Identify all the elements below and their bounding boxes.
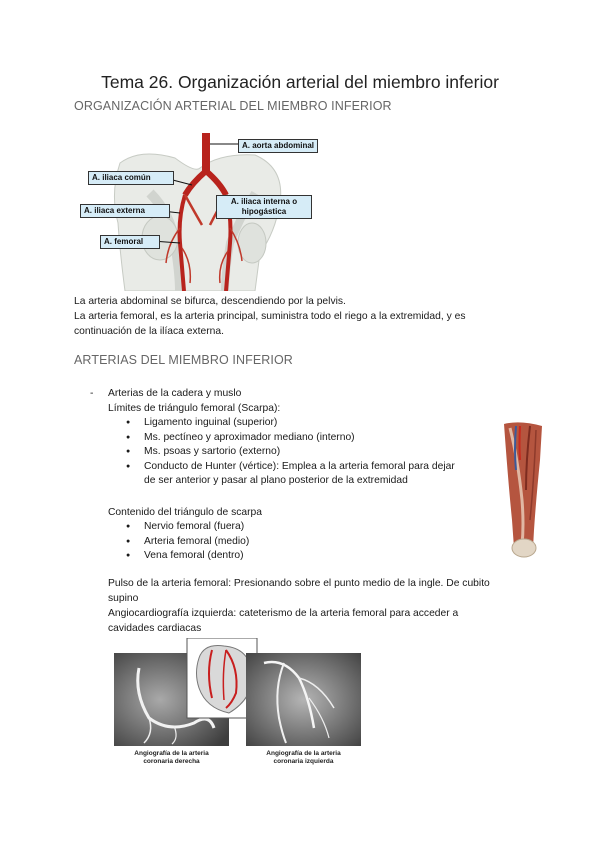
caption-right-line1: Angiografía de la arteria [134, 750, 209, 757]
bullet-icon: ● [126, 433, 131, 441]
item-title-cadera-muslo: Arterias de la cadera y muslo [108, 388, 242, 399]
pelvic-arteries-figure [80, 133, 330, 291]
limit-text: Conducto de Hunter (vértice): Emplea a la arteria femoral para dejar [144, 460, 455, 472]
caption-left-line2: coronaria izquierda [273, 758, 334, 765]
pulse-line1: Pulso de la arteria femoral: Presionando sobre el punto medio de la ingle. De cubito [108, 578, 490, 589]
limit-text: Ms. pectíneo y aproximador mediano (interno) [144, 431, 355, 443]
list-item [126, 431, 355, 446]
paragraph-femoral-line2: continuación de la ilíaca externa. [74, 326, 224, 337]
thigh-muscles-illustration [500, 420, 546, 560]
content-text: Vena femoral (dentro) [144, 550, 244, 561]
content-title: Contenido del triángulo de scarpa [108, 507, 262, 518]
section-heading-arterias: ARTERIAS DEL MIEMBRO INFERIOR [74, 353, 293, 367]
label-iliaca-interna-line2: hipogástica [241, 207, 287, 216]
bullet-icon: ● [126, 537, 131, 545]
angio-line1: Angiocardiografía izquierda: cateterismo de la arteria femoral para acceder a [108, 608, 459, 619]
list-item [126, 416, 278, 431]
paragraph-bifurca: La arteria abdominal se bifurca, descendiendo por la pelvis. [74, 296, 346, 307]
bullet-icon: ● [126, 462, 131, 470]
list-item [126, 445, 281, 460]
limit-text: Ms. psoas y sartorio (externo) [144, 446, 281, 457]
caption-left-coronary [246, 750, 361, 766]
list-dash: - [90, 388, 94, 399]
bullet-icon: ● [126, 552, 131, 559]
page-title: Tema 26. Organización arterial del miembro inferior [101, 72, 499, 92]
label-iliaca-interna [216, 195, 312, 219]
limits-title: Límites de triángulo femoral (Scarpa): [108, 403, 281, 414]
label-aorta-abdominal: A. aorta abdominal [238, 139, 318, 153]
label-iliaca-interna-line1: A. iliaca interna o [230, 197, 298, 206]
angio-line2: cavidades cardiacas [108, 623, 202, 634]
limit-text: Ligamento inguinal (superior) [144, 417, 278, 428]
caption-right-coronary [114, 750, 229, 766]
bullet-icon: ● [126, 448, 131, 455]
angiography-figure [114, 638, 364, 773]
list-item [126, 535, 250, 550]
bullet-icon: ● [126, 523, 131, 530]
label-femoral: A. femoral [100, 235, 160, 249]
list-item [126, 520, 245, 535]
section-heading-organizacion: ORGANIZACIÓN ARTERIAL DEL MIEMBRO INFERIOR [74, 99, 392, 113]
label-iliaca-comun: A. iliaca común [88, 171, 174, 185]
bullet-icon: ● [126, 419, 131, 426]
caption-right-line2: coronaria derecha [143, 758, 200, 765]
content-text: Nervio femoral (fuera) [144, 521, 245, 532]
list-item [126, 549, 244, 564]
paragraph-femoral-line1: La arteria femoral, es la arteria principal, suministra todo el riego a la extremidad, y es [74, 311, 466, 322]
label-iliaca-externa: A. iliaca externa [80, 204, 170, 218]
pulse-line2: supino [108, 593, 139, 604]
limit-text-continuation: de ser anterior y pasar al plano posterior de la extremidad [144, 475, 408, 486]
content-text: Arteria femoral (medio) [144, 535, 250, 547]
list-item [126, 460, 455, 475]
caption-left-line1: Angiografía de la arteria [266, 750, 341, 757]
thigh-muscles-figure [500, 420, 546, 560]
angiography-images [114, 638, 364, 746]
